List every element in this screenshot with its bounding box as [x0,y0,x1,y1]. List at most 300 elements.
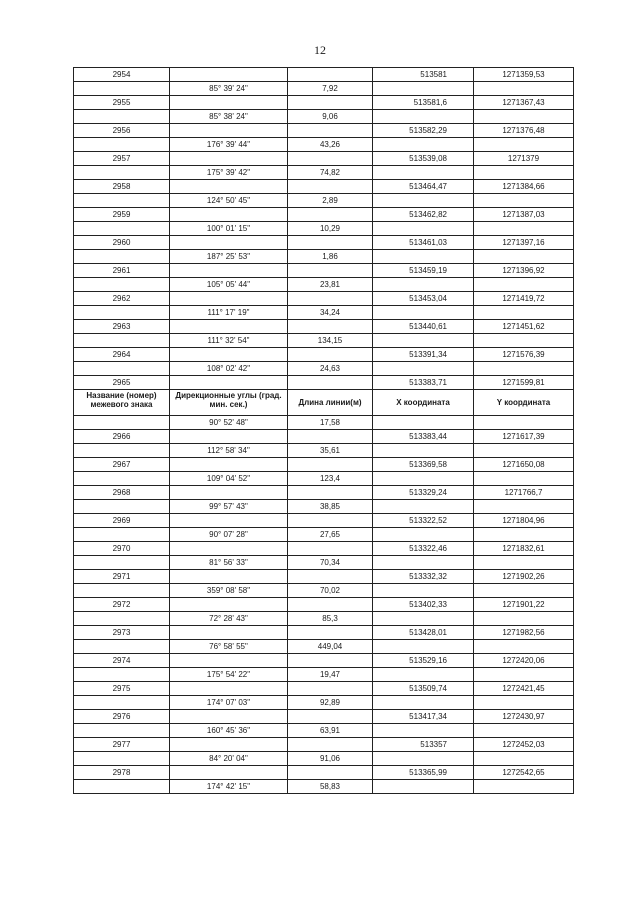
x-coordinate-cell [373,584,474,598]
line-length-cell: 19,47 [288,668,373,682]
page-number: 12 [314,43,326,57]
table-row [74,752,574,766]
mark-name-cell: 2955 [74,96,170,110]
line-length-cell: 10,29 [288,222,373,236]
direction-angle-cell: 90° 52' 48" [170,416,288,430]
line-length-cell: 7,92 [288,82,373,96]
y-coordinate-cell [474,752,574,766]
mark-name-cell [74,696,170,710]
direction-angle-cell: 175° 54' 22" [170,668,288,682]
header-line-length: Длина линии(м) [288,390,373,416]
direction-angle-cell [170,292,288,306]
direction-angle-cell [170,68,288,82]
mark-name-cell: 2971 [74,570,170,584]
line-length-cell: 17,58 [288,416,373,430]
mark-name-cell [74,780,170,794]
x-coordinate-cell [373,500,474,514]
header-mark-name: Название (номер) межевого знака [74,390,170,416]
mark-name-cell: 2974 [74,654,170,668]
table-body-before-header [74,68,574,390]
mark-name-cell [74,752,170,766]
mark-name-cell [74,362,170,376]
line-length-cell [288,152,373,166]
x-coordinate-cell [373,612,474,626]
y-coordinate-cell [474,584,574,598]
direction-angle-cell [170,208,288,222]
y-coordinate-cell: 1271901,22 [474,598,574,612]
table-row [74,738,574,752]
x-coordinate-cell [373,724,474,738]
mark-name-cell [74,222,170,236]
table-row [74,514,574,528]
y-coordinate-cell: 1272421,45 [474,682,574,696]
table-row [74,236,574,250]
table-row [74,362,574,376]
line-length-cell: 35,61 [288,444,373,458]
mark-name-cell: 2962 [74,292,170,306]
line-length-cell [288,348,373,362]
y-coordinate-cell [474,528,574,542]
table-row [74,124,574,138]
table-row [74,500,574,514]
direction-angle-cell [170,152,288,166]
direction-angle-cell: 99° 57' 43" [170,500,288,514]
direction-angle-cell: 85° 38' 24" [170,110,288,124]
x-coordinate-cell [373,472,474,486]
mark-name-cell: 2976 [74,710,170,724]
direction-angle-cell: 72° 28' 43" [170,612,288,626]
mark-name-cell [74,166,170,180]
y-coordinate-cell: 1272420,06 [474,654,574,668]
x-coordinate-cell: 513402,33 [373,598,474,612]
table-row [74,486,574,500]
direction-angle-cell: 85° 39' 24" [170,82,288,96]
y-coordinate-cell [474,640,574,654]
y-coordinate-cell [474,500,574,514]
x-coordinate-cell [373,110,474,124]
mark-name-cell [74,110,170,124]
y-coordinate-cell [474,334,574,348]
x-coordinate-cell [373,752,474,766]
mark-name-cell [74,724,170,738]
direction-angle-cell [170,124,288,138]
line-length-cell: 2,89 [288,194,373,208]
x-coordinate-cell: 513539,08 [373,152,474,166]
table-header [74,390,574,416]
x-coordinate-cell: 513383,44 [373,430,474,444]
line-length-cell [288,96,373,110]
y-coordinate-cell [474,138,574,152]
table-row [74,208,574,222]
table-row [74,430,574,444]
direction-angle-cell [170,682,288,696]
line-length-cell: 70,34 [288,556,373,570]
direction-angle-cell: 108° 02' 42" [170,362,288,376]
x-coordinate-cell: 513509,74 [373,682,474,696]
table-row [74,334,574,348]
y-coordinate-cell [474,724,574,738]
y-coordinate-cell [474,780,574,794]
x-coordinate-cell [373,362,474,376]
table-row [74,724,574,738]
header-direction-angles: Дирекционные углы (град. мин. сек.) [170,390,288,416]
x-coordinate-cell: 513329,24 [373,486,474,500]
x-coordinate-cell: 513440,61 [373,320,474,334]
table-row [74,292,574,306]
direction-angle-cell [170,598,288,612]
x-coordinate-cell [373,222,474,236]
direction-angle-cell: 359° 08' 58" [170,584,288,598]
line-length-cell [288,682,373,696]
y-coordinate-cell [474,556,574,570]
y-coordinate-cell: 1271384,66 [474,180,574,194]
x-coordinate-cell: 513582,29 [373,124,474,138]
y-coordinate-cell [474,472,574,486]
direction-angle-cell [170,236,288,250]
table-row [74,138,574,152]
table-row [74,542,574,556]
x-coordinate-cell: 513461,03 [373,236,474,250]
direction-angle-cell [170,96,288,110]
x-coordinate-cell: 513369,58 [373,458,474,472]
direction-angle-cell: 176° 39' 44" [170,138,288,152]
table-body-after-header [74,416,574,794]
mark-name-cell [74,306,170,320]
line-length-cell: 23,81 [288,278,373,292]
y-coordinate-cell: 1271396,92 [474,264,574,278]
x-coordinate-cell: 513417,34 [373,710,474,724]
direction-angle-cell: 90° 07' 28" [170,528,288,542]
line-length-cell: 1,86 [288,250,373,264]
x-coordinate-cell [373,416,474,430]
header-y-coordinate: Y координата [474,390,574,416]
mark-name-cell [74,250,170,264]
mark-name-cell [74,668,170,682]
direction-angle-cell: 76° 58' 55" [170,640,288,654]
table-row [74,626,574,640]
direction-angle-cell [170,570,288,584]
mark-name-cell: 2969 [74,514,170,528]
direction-angle-cell: 109° 04' 52" [170,472,288,486]
mark-name-cell [74,612,170,626]
line-length-cell [288,180,373,194]
table-row [74,222,574,236]
x-coordinate-cell [373,668,474,682]
y-coordinate-cell: 1271359,53 [474,68,574,82]
line-length-cell: 43,26 [288,138,373,152]
direction-angle-cell [170,348,288,362]
x-coordinate-cell: 513462,82 [373,208,474,222]
line-length-cell: 91,06 [288,752,373,766]
x-coordinate-cell: 513464,47 [373,180,474,194]
y-coordinate-cell: 1272430,97 [474,710,574,724]
table-row [74,570,574,584]
table-row [74,416,574,430]
y-coordinate-cell [474,668,574,682]
x-coordinate-cell [373,278,474,292]
mark-name-cell: 2975 [74,682,170,696]
line-length-cell [288,626,373,640]
x-coordinate-cell: 513365,99 [373,766,474,780]
y-coordinate-cell: 1271766,7 [474,486,574,500]
mark-name-cell [74,278,170,292]
line-length-cell [288,738,373,752]
table-row [74,696,574,710]
table-row [74,780,574,794]
line-length-cell [288,292,373,306]
y-coordinate-cell: 1271387,03 [474,208,574,222]
line-length-cell [288,236,373,250]
x-coordinate-cell [373,138,474,152]
y-coordinate-cell: 1271376,48 [474,124,574,138]
table-row [74,264,574,278]
mark-name-cell [74,82,170,96]
mark-name-cell: 2959 [74,208,170,222]
y-coordinate-cell: 1271599,81 [474,376,574,390]
y-coordinate-cell: 1272452,03 [474,738,574,752]
x-coordinate-cell [373,194,474,208]
line-length-cell [288,766,373,780]
line-length-cell: 123,4 [288,472,373,486]
y-coordinate-cell: 1271397,16 [474,236,574,250]
direction-angle-cell [170,320,288,334]
y-coordinate-cell: 1271576,39 [474,348,574,362]
mark-name-cell [74,416,170,430]
y-coordinate-cell: 1271419,72 [474,292,574,306]
line-length-cell [288,68,373,82]
x-coordinate-cell: 513529,16 [373,654,474,668]
line-length-cell: 34,24 [288,306,373,320]
y-coordinate-cell: 1271451,62 [474,320,574,334]
direction-angle-cell [170,376,288,390]
mark-name-cell [74,640,170,654]
line-length-cell: 58,83 [288,780,373,794]
y-coordinate-cell [474,444,574,458]
header-row [74,390,574,416]
y-coordinate-cell: 1271832,61 [474,542,574,556]
line-length-cell: 134,15 [288,334,373,348]
x-coordinate-cell [373,640,474,654]
table-row [74,612,574,626]
table-row [74,376,574,390]
mark-name-cell [74,334,170,348]
table-row [74,528,574,542]
y-coordinate-cell: 1271617,39 [474,430,574,444]
line-length-cell [288,542,373,556]
mark-name-cell: 2954 [74,68,170,82]
table-row [74,110,574,124]
mark-name-cell: 2978 [74,766,170,780]
direction-angle-cell: 174° 07' 03" [170,696,288,710]
mark-name-cell: 2957 [74,152,170,166]
y-coordinate-cell [474,612,574,626]
direction-angle-cell: 175° 39' 42" [170,166,288,180]
x-coordinate-cell [373,556,474,570]
mark-name-cell [74,194,170,208]
table-row [74,250,574,264]
direction-angle-cell: 124° 50' 45" [170,194,288,208]
table-row [74,152,574,166]
y-coordinate-cell [474,306,574,320]
direction-angle-cell: 111° 32' 54" [170,334,288,348]
x-coordinate-cell: 513453,04 [373,292,474,306]
direction-angle-cell [170,626,288,640]
direction-angle-cell [170,514,288,528]
x-coordinate-cell: 513383,71 [373,376,474,390]
table-row [74,584,574,598]
direction-angle-cell [170,430,288,444]
x-coordinate-cell [373,82,474,96]
line-length-cell [288,458,373,472]
table-row [74,766,574,780]
mark-name-cell [74,584,170,598]
direction-angle-cell: 160° 45' 36" [170,724,288,738]
y-coordinate-cell [474,82,574,96]
mark-name-cell: 2961 [74,264,170,278]
table-row [74,668,574,682]
survey-coordinates-table [73,67,574,794]
line-length-cell [288,208,373,222]
table-row [74,710,574,724]
direction-angle-cell [170,542,288,556]
y-coordinate-cell [474,416,574,430]
table-row [74,180,574,194]
header-x-coordinate: X координата [373,390,474,416]
x-coordinate-cell [373,250,474,264]
x-coordinate-cell: 513322,52 [373,514,474,528]
direction-angle-cell [170,180,288,194]
x-coordinate-cell: 513581 [373,68,474,82]
direction-angle-cell: 84° 20' 04" [170,752,288,766]
direction-angle-cell: 174° 42' 15" [170,780,288,794]
line-length-cell: 70,02 [288,584,373,598]
mark-name-cell: 2956 [74,124,170,138]
mark-name-cell: 2966 [74,430,170,444]
line-length-cell [288,654,373,668]
line-length-cell [288,486,373,500]
direction-angle-cell [170,458,288,472]
direction-angle-cell [170,486,288,500]
direction-angle-cell [170,710,288,724]
y-coordinate-cell [474,166,574,180]
y-coordinate-cell: 1271902,26 [474,570,574,584]
table-row [74,68,574,82]
x-coordinate-cell [373,334,474,348]
mark-name-cell: 2972 [74,598,170,612]
direction-angle-cell [170,766,288,780]
y-coordinate-cell: 1271379 [474,152,574,166]
line-length-cell [288,376,373,390]
line-length-cell [288,570,373,584]
table-row [74,682,574,696]
direction-angle-cell [170,264,288,278]
table-row [74,444,574,458]
y-coordinate-cell [474,194,574,208]
line-length-cell [288,710,373,724]
line-length-cell: 38,85 [288,500,373,514]
direction-angle-cell: 105° 05' 44" [170,278,288,292]
y-coordinate-cell [474,696,574,710]
table-row [74,458,574,472]
mark-name-cell [74,556,170,570]
line-length-cell [288,598,373,612]
line-length-cell [288,264,373,278]
table-row [74,320,574,334]
y-coordinate-cell: 1271367,43 [474,96,574,110]
mark-name-cell: 2963 [74,320,170,334]
mark-name-cell [74,444,170,458]
y-coordinate-cell: 1271804,96 [474,514,574,528]
mark-name-cell: 2967 [74,458,170,472]
line-length-cell: 27,65 [288,528,373,542]
direction-angle-cell: 100° 01' 15" [170,222,288,236]
x-coordinate-cell [373,528,474,542]
line-length-cell [288,320,373,334]
line-length-cell: 92,89 [288,696,373,710]
mark-name-cell: 2973 [74,626,170,640]
x-coordinate-cell: 513357 [373,738,474,752]
mark-name-cell: 2977 [74,738,170,752]
line-length-cell: 85,3 [288,612,373,626]
table-row [74,306,574,320]
line-length-cell [288,124,373,138]
x-coordinate-cell [373,444,474,458]
mark-name-cell [74,528,170,542]
y-coordinate-cell [474,362,574,376]
line-length-cell [288,430,373,444]
table-row [74,96,574,110]
mark-name-cell: 2965 [74,376,170,390]
mark-name-cell [74,138,170,152]
mark-name-cell: 2958 [74,180,170,194]
y-coordinate-cell: 1271982,56 [474,626,574,640]
mark-name-cell [74,500,170,514]
line-length-cell [288,514,373,528]
y-coordinate-cell [474,222,574,236]
direction-angle-cell: 112° 58' 34" [170,444,288,458]
table-row [74,472,574,486]
table-row [74,348,574,362]
line-length-cell: 449,04 [288,640,373,654]
x-coordinate-cell [373,780,474,794]
direction-angle-cell: 81° 56' 33" [170,556,288,570]
x-coordinate-cell: 513391,34 [373,348,474,362]
table-row [74,654,574,668]
table-row [74,166,574,180]
line-length-cell: 74,82 [288,166,373,180]
x-coordinate-cell [373,306,474,320]
line-length-cell: 9,06 [288,110,373,124]
mark-name-cell: 2970 [74,542,170,556]
mark-name-cell: 2968 [74,486,170,500]
x-coordinate-cell: 513428,01 [373,626,474,640]
direction-angle-cell: 187° 25' 53" [170,250,288,264]
table-row [74,598,574,612]
direction-angle-cell [170,654,288,668]
x-coordinate-cell: 513581,6 [373,96,474,110]
mark-name-cell: 2960 [74,236,170,250]
line-length-cell: 63,91 [288,724,373,738]
x-coordinate-cell [373,166,474,180]
x-coordinate-cell: 513459,19 [373,264,474,278]
mark-name-cell [74,472,170,486]
y-coordinate-cell [474,278,574,292]
y-coordinate-cell: 1271650,08 [474,458,574,472]
mark-name-cell: 2964 [74,348,170,362]
table-row [74,194,574,208]
direction-angle-cell: 111° 17' 19" [170,306,288,320]
direction-angle-cell [170,738,288,752]
